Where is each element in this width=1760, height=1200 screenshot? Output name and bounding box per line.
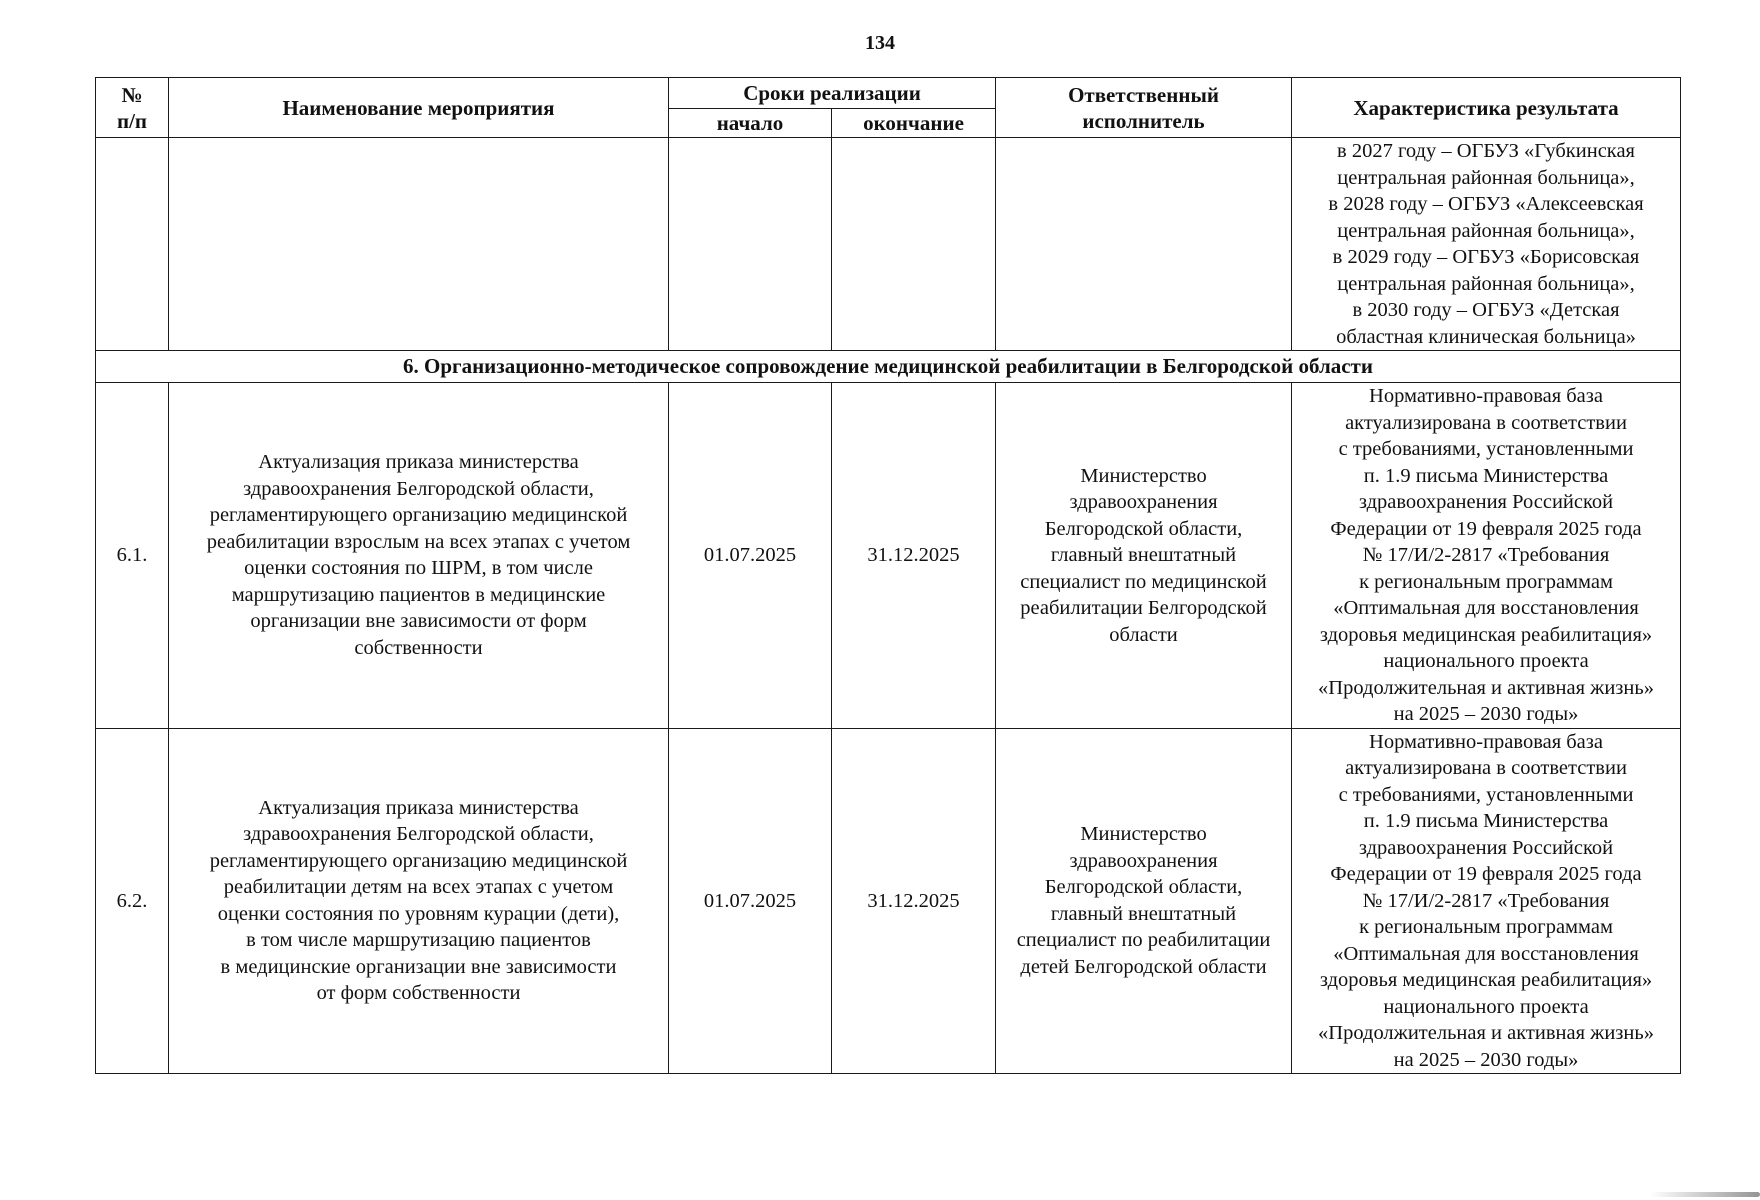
cell-start <box>669 138 832 351</box>
text-line: реабилитации взрослым на всех этапах с учетом <box>206 530 631 553</box>
text-line: оценки состояния по ШРМ, в том числе <box>244 557 593 580</box>
header-terms: Сроки реализации <box>669 78 996 109</box>
table-row <box>96 728 1681 1074</box>
text-line: здоровья медицинская реабилитация» <box>1319 969 1653 991</box>
text-line: центральная районная больница», <box>1337 219 1635 242</box>
text-line: на 2025 – 2030 годы» <box>1393 703 1579 725</box>
text-line: здравоохранения Белгородской области, <box>243 477 594 500</box>
text-line: от форм собственности <box>316 982 521 1005</box>
header-name: Наименование мероприятия <box>169 78 669 138</box>
cell-end: 31.12.2025 <box>832 728 996 1074</box>
section-heading-row <box>96 351 1681 383</box>
header-responsible-line: Ответственный <box>1068 82 1219 107</box>
cell-end: 31.12.2025 <box>832 383 996 729</box>
text-line: специалист по медицинской <box>1020 570 1267 593</box>
text-line: № 17/И/2-2817 «Требования <box>1362 889 1610 912</box>
section-title: 6. Организационно-методическое сопровождение медицинской реабилитации в Белгородской области <box>96 351 1681 383</box>
text-line: здравоохранения Российской <box>1358 836 1614 859</box>
cell-result <box>1292 728 1681 1074</box>
text-line: в 2030 году – ОГБУЗ «Детская <box>1352 299 1620 321</box>
text-line: реабилитации Белгородской <box>1020 597 1267 619</box>
cell-num: 6.1. <box>96 383 169 729</box>
table-header-row <box>96 78 1681 109</box>
text-line: «Оптимальная для восстановления <box>1333 942 1639 965</box>
text-line: здоровья медицинская реабилитация» <box>1319 623 1653 646</box>
header-start: начало <box>669 109 832 138</box>
text-line: областная клиническая больница» <box>1336 325 1636 348</box>
text-line: маршрутизацию пациентов в медицинские <box>231 583 606 606</box>
text-line: Федерации от 19 февраля 2025 года <box>1330 863 1642 885</box>
text-line: актуализирована в соответствии <box>1345 411 1627 434</box>
text-line: Нормативно-правовая база <box>1369 730 1603 753</box>
cell-start: 01.07.2025 <box>669 728 832 1074</box>
text-line: в 2027 году – ОГБУЗ «Губкинская <box>1337 140 1635 162</box>
text-line: национального проекта <box>1383 650 1589 672</box>
text-line: с требованиями, установленными <box>1338 438 1634 460</box>
cell-result <box>1292 383 1681 729</box>
text-line: п. 1.9 письма Министерства <box>1363 810 1609 832</box>
text-line: организации вне зависимости от форм <box>250 610 587 633</box>
header-responsible <box>996 78 1292 138</box>
text-line: к региональным программам <box>1359 916 1613 938</box>
text-line: реабилитации детям на всех этапах с учетом <box>223 876 614 899</box>
text-line: «Продолжительная и активная жизнь» <box>1318 1022 1654 1044</box>
text-line: «Продолжительная и активная жизнь» <box>1318 676 1654 699</box>
activities-table <box>95 77 1681 1074</box>
cell-name <box>169 383 669 729</box>
text-line: здравоохранения Российской <box>1358 491 1614 513</box>
text-line: «Оптимальная для восстановления <box>1333 597 1639 619</box>
cell-responsible <box>996 138 1292 351</box>
text-line: Федерации от 19 февраля 2025 года <box>1330 517 1642 540</box>
text-line: собственности <box>354 636 483 659</box>
text-line: с требованиями, установленными <box>1338 783 1634 806</box>
text-line: Актуализация приказа министерства <box>258 451 579 474</box>
text-line: № 17/И/2-2817 «Требования <box>1362 544 1610 566</box>
text-line: Актуализация приказа министерства <box>258 796 579 819</box>
text-line: в том числе маршрутизацию пациентов <box>246 929 591 952</box>
text-line: центральная районная больница», <box>1337 272 1635 295</box>
text-line: регламентирующего организацию медицинской <box>209 849 628 872</box>
text-line: области <box>1109 623 1178 646</box>
text-line: в 2028 году – ОГБУЗ «Алексеевская <box>1328 193 1644 215</box>
text-line: главный внештатный <box>1050 902 1237 925</box>
text-line: здравоохранения Белгородской области, <box>243 823 594 846</box>
header-num-line: п/п <box>116 108 148 133</box>
text-line: Белгородской области, <box>1044 876 1243 899</box>
text-line: п. 1.9 письма Министерства <box>1363 464 1609 487</box>
header-num-line: № <box>121 82 143 107</box>
table-row <box>96 383 1681 729</box>
header-result: Характеристика результата <box>1292 78 1681 138</box>
text-line: Министерство <box>1080 823 1207 846</box>
cell-name <box>169 138 669 351</box>
header-end: окончание <box>832 109 996 138</box>
cell-result <box>1292 138 1681 351</box>
text-line: на 2025 – 2030 годы» <box>1393 1048 1579 1071</box>
cell-num: 6.2. <box>96 728 169 1074</box>
text-line: регламентирующего организацию медицинской <box>209 504 628 527</box>
text-line: Нормативно-правовая база <box>1369 385 1603 407</box>
header-responsible-line: исполнитель <box>1082 108 1205 133</box>
text-line: в медицинские организации вне зависимости <box>220 955 617 978</box>
text-line: оценки состояния по уровням курации (дети), <box>217 902 620 925</box>
text-line: здравоохранения <box>1069 849 1218 872</box>
text-line: Министерство <box>1080 464 1207 487</box>
table-row <box>96 138 1681 351</box>
cell-end <box>832 138 996 351</box>
cell-responsible <box>996 728 1292 1074</box>
text-line: специалист по реабилитации <box>1016 929 1271 952</box>
header-num <box>96 78 169 138</box>
text-line: главный внештатный <box>1050 544 1237 566</box>
text-line: национального проекта <box>1383 995 1589 1018</box>
text-line: здравоохранения <box>1069 491 1218 513</box>
text-line: актуализирована в соответствии <box>1345 757 1627 779</box>
cell-start: 01.07.2025 <box>669 383 832 729</box>
page-number: 134 <box>865 32 895 54</box>
cell-name <box>169 728 669 1074</box>
scan-artifact <box>1650 1192 1760 1197</box>
cell-responsible <box>996 383 1292 729</box>
text-line: Белгородской области, <box>1044 517 1243 540</box>
text-line: детей Белгородской области <box>1020 955 1267 978</box>
text-line: к региональным программам <box>1359 570 1613 593</box>
text-line: в 2029 году – ОГБУЗ «Борисовская <box>1332 246 1640 268</box>
cell-num <box>96 138 169 351</box>
text-line: центральная районная больница», <box>1337 166 1635 189</box>
